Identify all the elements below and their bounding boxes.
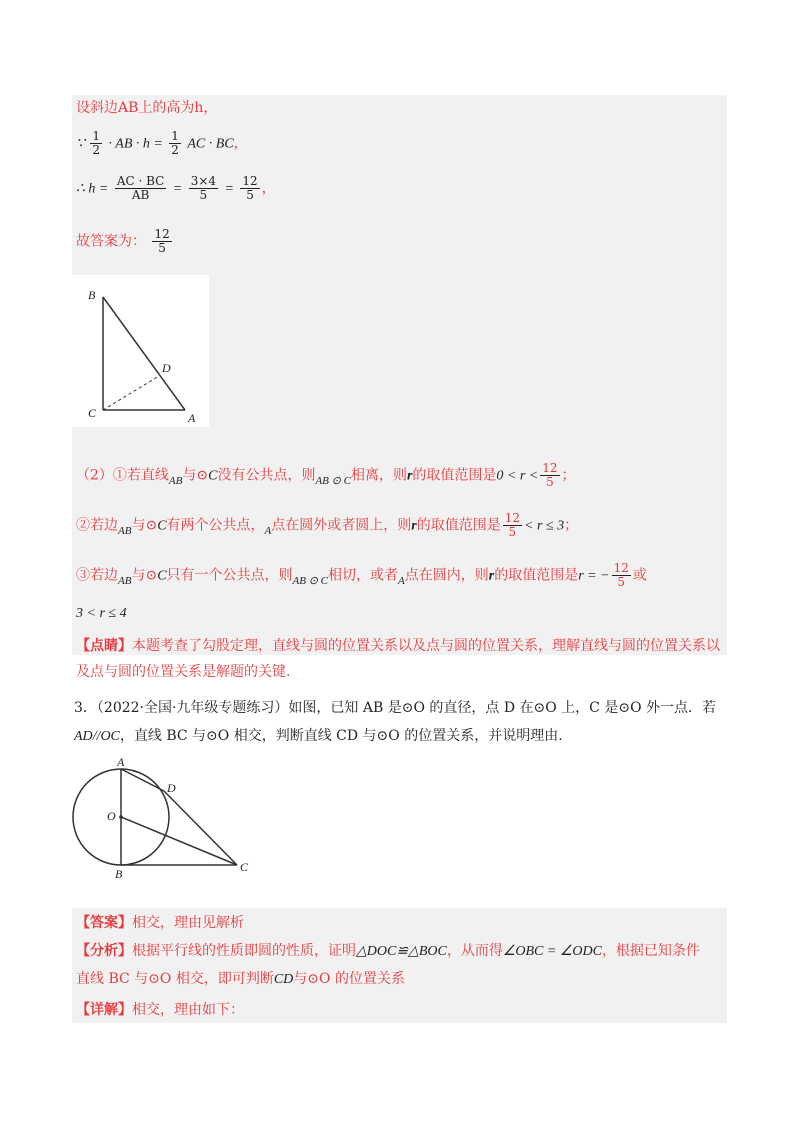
solution-line-2: ∵ $\frac{1}{2}$ · AB · h = $\frac{1}{2}$ AC · BC， bbox=[76, 129, 248, 157]
part2-line-3: ③若边$_{AB}$与⊙C只有一个公共点，则$_{AB ⊙ C}$相切，或者$_A$点在圆内，则r的取值范围是r = − $\frac{12}{5}$ 或 bbox=[76, 561, 647, 589]
point-label-b: B bbox=[88, 288, 96, 302]
circle-diagram bbox=[72, 756, 252, 882]
point-label-a2: A bbox=[117, 756, 125, 769]
triangle-figure bbox=[72, 275, 209, 427]
comment-line-1: 【点睛】本题考查了勾股定理，直线与圆的位置关系以及点与圆的位置关系，理解直线与圆的位置关系以 bbox=[76, 638, 720, 654]
fraction: $\frac{12}{5}$ bbox=[542, 461, 558, 489]
solution-line-1: 设斜边AB上的高为h， bbox=[76, 100, 218, 116]
answer-line: 【答案】相交，理由见解析 bbox=[76, 915, 244, 931]
analysis-line-1: 【分析】根据平行线的性质即圆的性质，证明△DOC≌△BOC，从而得∠OBC = ∠ODC，根据已知条件 bbox=[76, 943, 700, 959]
point-label-o: O bbox=[107, 809, 116, 823]
fraction: $\frac{12}{5}$ bbox=[504, 511, 520, 539]
fraction: $\frac{1}{2}$ bbox=[171, 129, 179, 157]
comment-line-2: 及点与圆的位置关系是解题的关键. bbox=[76, 664, 291, 680]
point-label-c: C bbox=[88, 406, 97, 420]
detail-line: 【详解】相交，理由如下： bbox=[76, 1002, 244, 1018]
fraction: $\frac{12}{5}$ bbox=[613, 561, 629, 589]
analysis-line-2: 直线 BC 与⊙O 相交，即可判断CD与⊙O 的位置关系 bbox=[76, 971, 405, 987]
part2-line-2: ②若边$_{AB}$与⊙C有两个公共点，$_A$点在圆外或者圆上，则r的取值范围是 $\frac{12}{5}$ < r ≤ 3； bbox=[76, 511, 579, 539]
triangle-diagram bbox=[72, 275, 209, 427]
point-label-a: A bbox=[188, 411, 196, 425]
point-label-d2: D bbox=[167, 781, 176, 795]
answer-fraction: $\frac{12}{5}$ bbox=[154, 227, 170, 255]
part2-line-3b: 3 < r ≤ 4 bbox=[76, 606, 127, 621]
fraction: $\frac{1}{2}$ bbox=[92, 129, 101, 157]
fraction: $\frac{AC \cdot BC}{AB}$ bbox=[116, 174, 165, 202]
circle-figure bbox=[72, 756, 252, 882]
point-label-d: D bbox=[162, 361, 171, 375]
question3-line-2: AD//OC，直线 BC 与⊙O 相交，判断直线 CD 与⊙O 的位置关系，并说明理由. bbox=[74, 728, 563, 744]
part2-line-1: （2）①若直线$_{AB}$与⊙C没有公共点，则$_{AB ⊙ C}$相离，则r的取值范围是0 < r < $\frac{12}{5}$ ； bbox=[76, 461, 576, 489]
solution-line-3: ∴ h = $\frac{AC \cdot BC}{AB}$ = $\frac{3\times 4}{5}$ = $\frac{12}{5}$ ， bbox=[76, 174, 276, 202]
answer-label: 故答案为： bbox=[76, 233, 146, 250]
question3-line-1: 3．（2022·全国·九年级专题练习）如图，已知 AB 是⊙O 的直径，点 D 在⊙O 上，C 是⊙O 外一点．若 bbox=[74, 700, 716, 716]
point-label-c2: C bbox=[240, 860, 249, 874]
fraction: $\frac{3\times 4}{5}$ bbox=[190, 174, 217, 202]
fraction: $\frac{12}{5}$ bbox=[242, 174, 258, 202]
solution-line-4 bbox=[76, 228, 174, 255]
point-label-b2: B bbox=[115, 867, 123, 881]
